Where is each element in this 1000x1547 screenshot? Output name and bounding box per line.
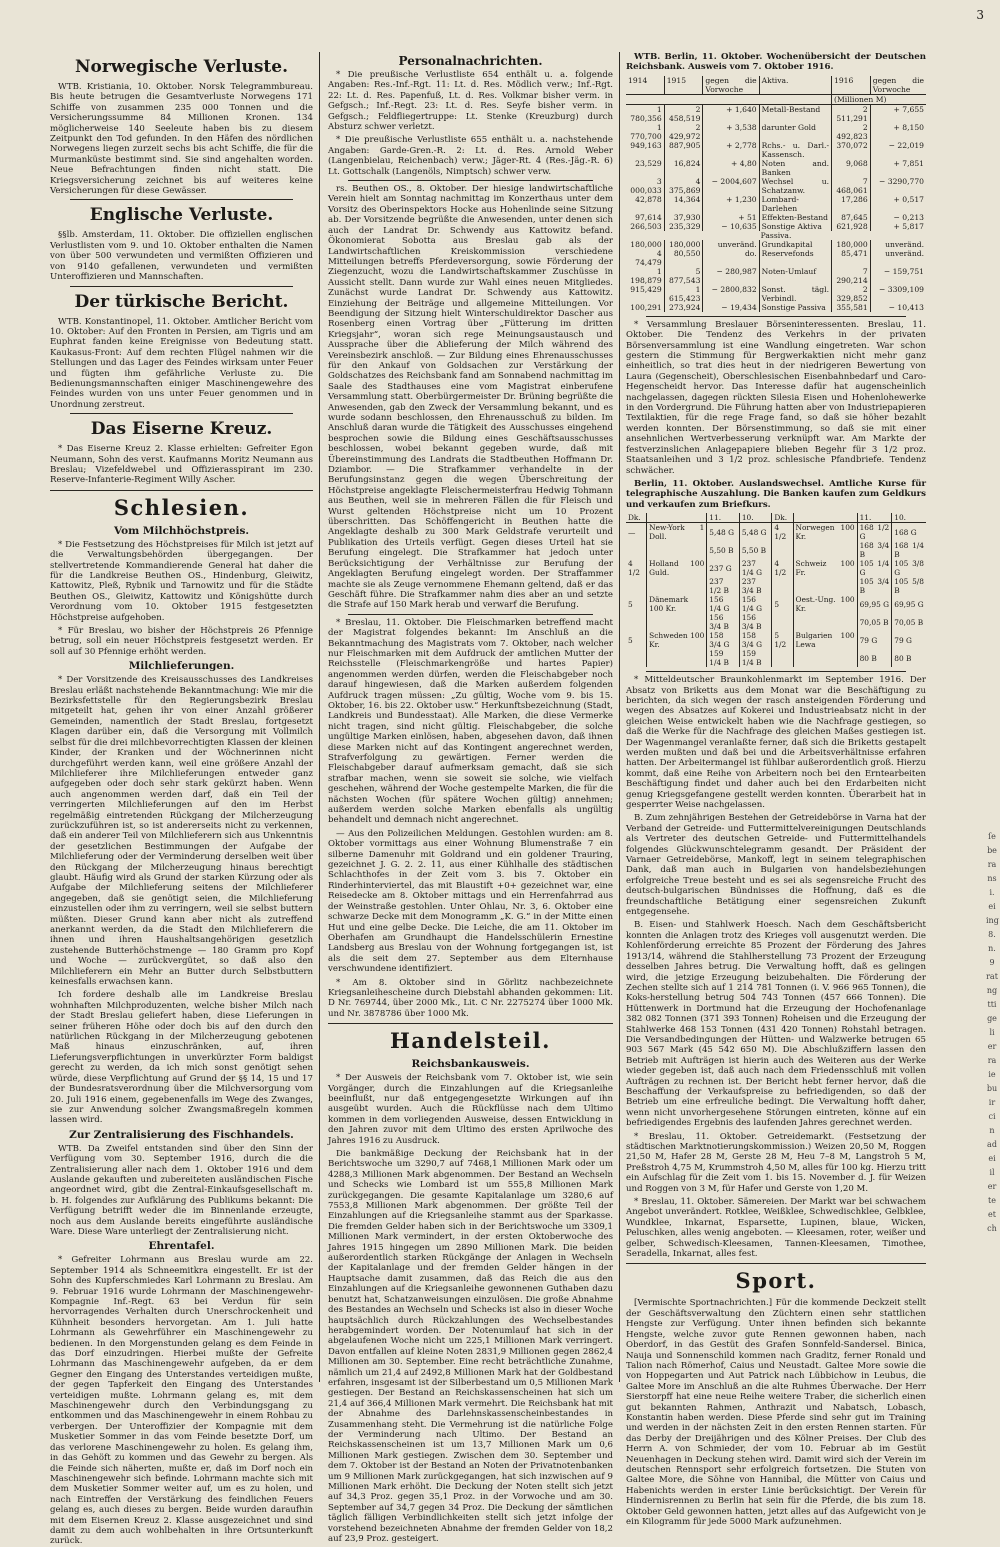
margin-fragment: ei — [988, 902, 996, 911]
reichsbank-aktiva-row-cell: + 2,778 — [703, 141, 759, 159]
fx-row-cell: Holland 100 Guld. — [647, 559, 707, 577]
reichsbank-aktiva-row-cell: 2 511,291 — [832, 104, 871, 123]
reichsbank-passiva-row-cell: Reservefonds — [759, 249, 831, 267]
margin-fragment: ch — [987, 1224, 997, 1233]
reichsbank-aktiva-row-cell: + 7,655 — [870, 104, 926, 123]
margin-fragment: ing — [986, 916, 999, 925]
reichsbank-aktiva-row-cell: 9,068 — [832, 159, 871, 177]
margin-fragment: ei — [988, 1154, 996, 1163]
margin-fragment: i. — [989, 888, 995, 897]
reichsbank-passiva-row — [626, 240, 926, 249]
fx-row-cell — [647, 613, 707, 631]
fx-row-cell — [626, 541, 647, 559]
reichsbank-aktiva-row — [626, 195, 926, 213]
reichsbank-passiva-row-cell: 2 329,852 — [832, 285, 871, 303]
reichsbank-passiva-row-cell: Sonst. tägl. Verbindl. — [759, 285, 831, 303]
article-breslau-meat: * Breslau, 11. Oktober. Die Fleischmarken betreffend macht der Magistrat folgendes bekannt: Im Anschluß an die Bekanntmachung des Magistrats vom 7. Oktober, nach welcher nur Fleischmarken mit dem Aufdruck der amtlichen Mutter der Reichsstelle (Fleischmarkengröße und hartes Papier) angenommen werden dürfen, werden die Fleischabgeber noch darauf hingewiesen, daß die Marken außerdem folgenden Aufdruck tragen müssen: „Zu gültig, Woche vom 9. bis 15. Oktober, 16. bis 22. Oktober usw.“ Herkunftsbezeichnung (Stadt, Landkreis und Bundesstaat). Alle Marken, die diese Vermerke nicht tragen, sind nicht gültig. Fleischabgeber, die solche ungültige Marken einlösen, haben, abgesehen davon, daß ihnen diese Marken nicht auf das Kontingent angerechnet werden, Strafverfolgung zu gewärtigen. Ferner werden die Fleischabgeber darauf aufmerksam gemacht, daß sie sich strafbar machen, wenn sie soweit sie solche, wie vielfach geschehen, während der Woche gestempelte Marken, die für die nächsten Wochen (für spätere Wochen gültig) annehmen; außerdem werden solche Marken ebenfalls als ungültig behandelt und demnach nicht angerechnet. — [328, 617, 613, 826]
fx-row-cell: 69,95 G — [857, 595, 892, 613]
heading-turkey: Der türkische Bericht. — [74, 291, 289, 312]
fx-row-cell: 105 1/4 G — [857, 559, 892, 577]
margin-fragment: ir — [988, 1098, 996, 1107]
reichsbank-passiva-row-cell: 5 877,543 — [664, 267, 703, 285]
article-seeds: * Breslau, 11. Oktober. Sämereien. Der Markt war bei schwachem Angebot unverändert. Rotklee, Weißklee, Schwedischklee, Gelbklee, Wundklee, Inkarnat, Esparsette, Lupinen, blaue, Wicken, Peluschken, alles wenig angeboten. — Kleesamen, roter, weißer und gelber, Schwedisch-Kleesamen, Tannen-Kleesamen, Timothee, Seradella, Inkarnat, alles fest. — [626, 1197, 926, 1260]
fx-row-cell: 159 1/4 B — [739, 649, 772, 667]
reichsbank-aktiva-row-cell: 16,824 — [664, 159, 703, 177]
fx-row-cell: Schweden 100 Kr. — [647, 631, 707, 649]
reichsbank-passiva-row-cell: − 19,434 — [703, 303, 759, 312]
divider — [348, 614, 593, 615]
fx-row — [626, 649, 926, 667]
reichsbank-aktiva-row-cell: 17,286 — [832, 195, 871, 213]
heading-honor: Ehrentafel. — [148, 1240, 215, 1253]
article-grain: * Breslau, 11. Oktober. Getreidemarkt. (Festsetzung der städtischen Marktnotierungskommission.) Weizen 20,50 M, Roggen 21,50 M, Hafer 28 M, Gerste 28 M, Heu 7–8 M, Langstroh 5 M, Preßstroh 4,75 M, Krummstroh 4,50 M, alles für 100 kg. Hierzu tritt ein Aufschlag für die Zeit vom 1. bis 15. November d. J. für Weizen und Roggen von 3 M, für Hafer und Gerste von 1,20 M. — [626, 1131, 926, 1194]
page-number: 3 — [976, 8, 984, 22]
reichsbank-passiva-row — [626, 249, 926, 267]
article-turkey: WTB. Konstantinopel, 11. Oktober. Amtlicher Bericht vom 10. Oktober: Auf den Fronten in Persien, am Tigris und am Euphrat fanden keine Ereignisse von Bedeutung statt. Kaukasus-Front: Auf dem rechten Flügel nahmen wir die Stellungen und das Lager des Feindes wirksam unter Feuer und fügten ihm gefährliche Verluste zu. Die Bedienungsmannschaften einiger Maschinengewehre des Feindes wurden von uns unter Feuer genommen und in Unordnung zerstreut. — [50, 316, 313, 410]
fx-row-cell: — — [628, 527, 636, 537]
reichsbank-aktiva-row-cell: 14,364 — [664, 195, 703, 213]
reichsbank-passiva-row-cell: 180,000 — [664, 240, 703, 249]
article-fish: WTB. Da Zweifel entstanden sind über den Sinn der Verfügung vom 30. September 1916, durch die die Zentralisierung aller nach dem 1. Oktober 1916 und dem Auslande gekauften und zubereiteten ausländischen Fische angeordnet wird, gibt die Zentral-Einkaufsgesellschaft m. b. H. folgendes zur Aufklärung des Publikums bekannt: Die Verfügung betrifft weder die im Binnenlande erzeugte, noch aus dem Auslande bereits eingeführte ausländische Ware. Diese Ware unterliegt der Zentralisierung nicht. — [50, 1143, 313, 1237]
divider — [328, 1023, 613, 1024]
divider — [646, 316, 906, 317]
reichsbank-aktiva-row-cell: 2 458,519 — [664, 104, 703, 123]
reichsbank-passiva-row — [626, 285, 926, 303]
divider — [348, 180, 593, 181]
reichsbank-passiva-row-cell: − 159,751 — [870, 267, 926, 285]
reichsbank-passiva-row-cell: 7 290,214 — [832, 267, 871, 285]
reichsbank-aktiva-row-cell: + 7,851 — [870, 159, 926, 177]
article-england: §§lb. Amsterdam, 11. Oktober. Die offiziellen englischen Verlustlisten vom 9. und 10. Oktober enthalten die Namen von über 500 verwundeten und vermißten Offizieren und von 9140 gefallenen, verwundeten und vermißten Unteroffizieren und Mannschaften. — [50, 230, 313, 283]
reichsbank-passiva-row-cell: 355,581 — [832, 303, 871, 312]
fx-row-cell: 105 3/8 G — [892, 559, 926, 577]
fx-row — [626, 541, 926, 559]
passiva-label: Passiva. — [760, 230, 792, 240]
column-2 — [328, 52, 613, 1545]
margin-fragment: ng — [986, 986, 998, 995]
reichsbank-aktiva-row-cell: 3 000,033 — [630, 176, 662, 195]
fx-row-cell: 168 1/2 G — [857, 523, 892, 542]
reichsbank-aktiva-row-cell: − 0,213 — [870, 213, 926, 222]
article-sport: [Vermischte Sportnachrichten.] Für die kommende Deckzeit stellt der Geschäftsverwaltung den Züchtern einen sehr stattlichen Hengste zur Verfügung. Unter ihnen befinden sich bekannte Hengste, welche zuvor gute Rennen gewonnen haben, nach Oberdorf, in das Gestüt des Grafen Sonnfeld-Sandersel. Binica, Nauja und Sonnenschild kommen nach Graditz, ferner Ronald und Talion nach Römerhof, Caius und Neustadt. Galtee More sowie die von Hoppegarten und Aut Patrick nach Lübbichow in Leubus, die Galtee More im Anschluß an die alte Ruhmes Überwache. Der Herr Sierstorpff hat eine neue Reihe weitere Traber, die sicherlich einen gut bekannten Rahmen, Anthrazit und Nabatsch, Lobasch, Konstantin haben werden. Diese Pferde sind sehr gut im Training und werden in der nächsten Zeit in den ersten Rennen starten. Für das Derby der Dreijährigen und des Kölner Preises. Der Club des Herrn A. von Schmieder, der vom 10. Februar ab im Gestüt Neuenhagen in Deckung stehen wird. Damit wird sich der Verein im deutschen Rennsport sehr erfolgreich fortsetzen. Die Stuten von Galtee More, die Söhne von Hannibal, die Mütter von Caius und Habenichts werden in erster Linie berücksichtigt. Der Verein für Hindernisrennen zu Berlin hat sein für die Pferde, die bis zum 18. Oktober Geld gewonnen hatten, jetzt alles auf das Aufgewicht von je ein Kilogramm für jede 5000 Mark aufzunehmen. — [626, 1298, 926, 1527]
reichsbank-aktiva-row-cell: 4 375,869 — [664, 177, 703, 195]
article-milk-price: * Die Festsetzung des Höchstpreises für Milch ist jetzt auf die Verwaltungsbehörden übergegangen. Der stellvertretende Kommandierende General hat daher die für die Landkreise Beuthen OS., Hindenburg, Gleiwitz, Kattowitz, Pleß, Rybnik und Tarnowitz und für die Städte Beuthen OS., Gleiwitz, Kattowitz und Königshütte durch Verordnung vom 10. Oktober 1915 festgesetzten Höchstpreise aufgehoben. — [50, 539, 313, 623]
margin-fragment: rat — [986, 972, 998, 981]
margin-fragment: 9 — [989, 958, 995, 967]
divider — [50, 490, 313, 491]
reichsbank-passiva-row-cell: Noten-Umlauf — [759, 267, 831, 285]
margin-fragment: bu — [986, 1084, 998, 1093]
fx-col-11: 11. — [707, 513, 740, 523]
fx-row-cell: 4 1/2 — [772, 559, 793, 577]
fx-row-cell — [626, 577, 647, 595]
reichsbank-aktiva-row-cell: + 1,230 — [703, 195, 759, 213]
reichsbank-aktiva-row — [626, 104, 926, 123]
reichsbank-aktiva-row-cell: 2 429,972 — [664, 123, 703, 141]
margin-fragment: 8. — [988, 930, 996, 939]
reichsbank-passiva-row-cell: 100,291 — [630, 302, 662, 312]
reichsbank-passiva-row-cell: 1 615,423 — [664, 285, 703, 303]
margin-fragment: et — [988, 1210, 996, 1219]
column-1 — [50, 52, 313, 1547]
margin-fragment: ns — [987, 874, 997, 883]
fx-row-cell: New-York 1 Doll. — [647, 523, 707, 542]
article-lottery: * Am 8. Oktober sind in Görlitz nachbezeichnete Kriegsanleihescheine durch Diebstahl abhanden gekommen: Lit. D Nr. 769744, über 2000 Mk., Lit. C Nr. 2275274 über 1000 Mk. und Nr. 3878786 über 1000 Mk. — [328, 977, 613, 1019]
reichsbank-passiva-row-cell: Grundkapital — [759, 240, 831, 249]
fx-row-cell: 70,05 B — [857, 613, 892, 631]
col-change-2: gegen die Vorwoche — [870, 76, 926, 95]
col-label: Aktiva. — [759, 76, 831, 95]
fx-row-cell: 5 — [772, 595, 793, 613]
fx-col-dk-2: Dk. — [772, 513, 793, 523]
margin-fragment: ra — [987, 1056, 997, 1065]
fx-row-cell: 237 G — [707, 559, 740, 577]
reichsbank-passiva-row-cell: 80,550 — [664, 249, 703, 267]
reichsbank-aktiva-row-cell: 97,614 — [635, 212, 662, 222]
margin-fragment: ci — [988, 1112, 996, 1121]
fx-row-cell — [772, 613, 793, 631]
margin-fragment: te — [988, 1196, 996, 1205]
reichsbank-aktiva-row-cell: + 5,817 — [870, 222, 926, 231]
reichsbank-aktiva-row-cell: 266,503 — [630, 221, 662, 231]
fx-row-cell: 156 1/4 G — [707, 595, 740, 613]
fx-col-10-2: 10. — [892, 513, 926, 523]
fx-row-cell: 156 3/4 B — [739, 613, 772, 631]
fx-row-cell: Schweiz 100 Fr. — [793, 559, 857, 577]
reichsbank-passiva-row — [626, 267, 926, 285]
fx-table — [626, 513, 926, 667]
reichsbank-aktiva-row-cell: 949,163 — [630, 140, 662, 150]
fx-row-cell — [626, 649, 647, 667]
col-1915: 1915 — [664, 76, 703, 95]
reichsbank-passiva-row-cell: − 280,987 — [703, 267, 759, 285]
fx-row-cell: 4 1/2 — [772, 523, 793, 542]
reichsbank-aktiva-row — [626, 123, 926, 141]
heading-trade: Handelsteil. — [390, 1028, 551, 1054]
reichsbank-aktiva-row-cell: − 10,635 — [703, 222, 759, 231]
reichsbank-passiva-row-cell: − 10,413 — [870, 303, 926, 312]
article-personal-2: * Die preußische Verlustliste 655 enthält u. a. nachstehende Angaben: Garde-Gren.-R. 2: Lt. d. Res. Arnold Weber (Langenbielau, Reichenbach) verw.; Jäger-Rt. 4 (Res.-Jäg.-R. 6) Lt. Gottschalk (Langenöls, Nimptsch) schwer verw. — [328, 135, 613, 177]
fx-row — [626, 559, 926, 577]
fx-row-cell — [647, 577, 707, 595]
reichsbank-aktiva-row-cell: Noten and. Banken — [759, 159, 831, 177]
fx-row-cell: 80 B — [857, 649, 892, 667]
article-milk-supply: * Der Vorsitzende des Kreisausschusses des Landkreises Breslau erläßt nachstehende Bekanntmachung: Wie mir die Bezirksfettstelle für den Regierungsbezirk Breslau mitgeteilt hat, gehen ihr von einer Anzahl größerer Gemeinden, namentlich der Stadt Breslau, fortgesetzt Klagen darüber ein, daß die Versorgung mit Vollmilch selbst für die drei milchbevorrechtigten Klassen der kleinen Kinder, der Kranken und der Wöchnerinnen nicht durchgeführt werden kann, weil eine größere Anzahl der Milchlieferer ihre Milchlieferungen entweder ganz aufgegeben oder doch sehr stark gekürzt haben. Wenn auch angenommen werden darf, daß ein Teil der verringerten Milchlieferungen auf den im Herbst regelmäßig eintretenden Rückgang der Milcherzeugung zurückzuführen ist, so ist andererseits nicht zu verkennen, daß ein anderer Teil von Milchlieferern sich aus Unkenntnis der gesetzlichen Bestimmungen der Aufgabe der Milchlieferung oder der Verminderung derselben weit über den Rückgang der Milcherzeugung hinaus berechtigt glaubt. Häufig wird als Grund der starken Kürzung oder als Aufgabe der Milchlieferung seitens der Milchlieferer angegeben, daß sie genötigt seien, die Milchlieferung einzustellen oder ihm zu verringern, weil sie selbst buttern müßten. Dieser Grund kann aber nicht als zutreffend anerkannt werden, da die Stadt den Milchlieferern die ihnen und ihren Haushaltsangehörigen gesetzlich zustehende Butterhöchstmenge — 180 Gramm pro Kopf und Woche — zurückvergütet, so daß also den Milchlieferern ein Mehr an Butter durch Selbstbuttern keinesfalls erwachsen kann. — [50, 675, 313, 988]
reichsbank-passiva-row-cell: 273,924 — [664, 303, 703, 312]
reichsbank-aktiva-row-cell: 370,072 — [832, 141, 871, 159]
fx-row-cell: 237 1/4 G — [739, 559, 772, 577]
reichsbank-passiva-row-cell: 915,429 — [630, 284, 662, 294]
margin-fragment: er — [987, 1182, 997, 1191]
article-coal: * Mitteldeutscher Braunkohlenmarkt im September 1916. Der Absatz von Briketts aus dem Monat war die Beschäftigung zu berichten, da sich wegen der rasch ansteigenden Förderung und wegen des Absatzes auf Kokerei und Industrieabsatz nicht in der gleichen Weise entwickelt haben wie die Nachfrage gestiegen, so daß die Werke für die Nachfrage des gleichen Maßes gestiegen ist. Der Wagenmangel veranlaßte ferner, daß sich die Briketts gestapelt werden mußten und daß bei und die Arbeitsverhältnisse erfahren hatten. Der Arbeitermangel ist fühlbar außerordentlich groß. Hierzu kommt, daß eine Reihe von Arbeitern noch bei den Erntearbeiten Beschäftigung findet und daher auch bei den Erdarbeiten nicht genug Kriegsgefangene gestellt werden konnten. Überarbeit hat in gesperrter Weise nachgelassen. — [626, 675, 926, 810]
fx-row-cell: 159 1/4 B — [707, 649, 740, 667]
article-milk-supply-2: Ich fordere deshalb alle im Landkreise Breslau wohnhaften Milchproduzenten, welche bisher Milch nach der Stadt Breslau geliefert haben, diese Lieferungen in seiner früheren Höhe oder doch bis auf den durch den natürlichen Rückgang in der Milcherzeugung gebotenen Maß hinaus einzuschränken, auf, ihren Lieferungsverpflichtungen in unverkürzter Form baldigst gerecht zu werden, da ich mich sonst genötigt sehen würde, diese Verpflichtung auf Grund der §§ 14, 15 und 17 der Bundesratsverordnung über die Milchversorgung vom 20. Juli 1916 einem, gegebenenfalls im Wege des Zwanges, sie zur Anwendung solcher Zwangsmaßregeln kommen lassen wird. — [50, 990, 313, 1126]
reichsbank-aktiva-row-cell: 621,928 — [832, 222, 871, 231]
reichsbank-aktiva-row-cell: − 22,019 — [870, 141, 926, 159]
fx-row-cell: 5 — [628, 599, 633, 609]
fx-row-cell: 5,50 B — [739, 541, 772, 559]
fx-row-cell: 158 3/4 G — [707, 631, 740, 649]
column-3 — [626, 52, 926, 1527]
heading-england: Englische Verluste. — [89, 205, 274, 226]
fx-row — [626, 595, 926, 613]
article-honor: * Gefreiter Lohrmann aus Breslau wurde am 22. September 1914 als Schneemitkra eingestellt. Er ist der Sohn des Kupferschmiedes Karl Lohrmann zu Breslau. Am 9. Februar 1916 wurde Lohrmann der Maschinengewehr-Kompagnie Inf.-Regt. 63 bei Verdun für sein hervorragendes Verhalten durch Unerschrockenheit und Kühnheit besonders hervorgetan. Am 1. Juli hatte Lohrmann als Gewehrführer ein Maschinengewehr zu bedienen. In den Morgenstunden gelang es dem Feinde in das Dorf einzudringen. Hierbei mußte der Gefreite Lohrmann das Maschinengewehr aufgeben, da er dem Gegner den Eingang des Unterstandes verteidigen mußte, der gegen Tapferkeit den Eingang des Unterstandes verteidigen mußte. Lohrmann gelang es, mit dem Maschinengewehr durch den Verbindungsgang zu entkommen und das Maschinengewehr in einem Rohbau zu verbergen. Der Unteroffizier der Kompagnie mit dem Musketier Sommer in das vom Feinde besetzte Dorf, um das verlorene Maschinengewehr zu holen. Es gelang ihm, in das Gehöft zu kommen und das Gewehr zu bergen. Als die Feinde sich näherten, mußte er, daß im Dorf noch ein Maschinengewehr sich befinde. Lohrmann machte sich mit dem Musketier Sommer weiter auf, um es zu holen, und nach Eintreffen der Verstärkung des feindlichen Feuers gelang es, auch dieses zu bergen. Beide wurden daraufhin mit dem Eisernen Kreuz 2. Klasse ausgezeichnet und sind damit zu dem auch wohlbehalten in ihre Ortsunterkunft zurück. — [50, 1255, 313, 1547]
reichsbank-aktiva-row-cell: 887,905 — [664, 141, 703, 159]
fx-row-cell: Bulgarien 100 Lewa — [793, 631, 857, 649]
reichsbank-aktiva-row-cell: Rchs.- u. Darl.-Kassensch. — [759, 141, 831, 159]
reichsbank-passiva-row-cell: 180,000 — [832, 240, 871, 249]
heading-milk-supply: Milchlieferungen. — [128, 660, 235, 673]
col-change-1: gegen die Vorwoche — [703, 76, 759, 95]
fx-row-cell — [793, 577, 857, 595]
units-label: (Millionen M) — [832, 94, 926, 104]
heading-milk-price: Vom Milchhöchstpreis. — [113, 524, 250, 537]
fx-row-cell: Oest.-Ung. 100 Kr. — [793, 595, 857, 613]
reichsbank-passiva-row-cell: 1 198,879 — [630, 266, 662, 285]
margin-fragment: ſe — [988, 832, 996, 841]
margin-fragment: be — [987, 846, 997, 855]
fx-row-cell: 105 5/8 B — [892, 577, 926, 595]
article-hoesch: B. Eisen- und Stahlwerk Hoesch. Nach dem Geschäftsbericht konnten die Anlagen trotz des Krieges voll ausgenutzt werden. Die Kohlenförderung erreichte 85 Prozent der Förderung des Jahres 1913/14, während die Stahlherstellung 73 Prozent der Erzeugung desselben Jahres betrug. Die Verwaltung hofft, daß es gelingen wird, die jetzige Erzeugung beizubehalten. Die Förderung der Zechen stellte sich auf 1 214 781 Tonnen (i. V. 966 965 Tonnen), die Koks-herstellung betrug 504 743 Tonnen (457 666 Tonnen). Die Hüttenwerk in Dortmund hat die Erzeugung der Hochofenanlage 382 082 Tonnen (371 393 Tonnen) Roheisen und die Erzeugung der Stahlwerke 468 153 Tonnen (431 420 Tonnen) Rohstahl betragen. Die Versandbedingungen der Hütten- und Walzwerke betrugen 65 903 567 Mark (45 542 650 M). Die Abschlußziffern lassen den Betrieb mit Aufträgen ist hierin auch des Weiteren aus der Werke wieder gegeben ist, daß auch nach dem Friedensschluß mit vollen Aufträgen zu rechnen ist. Der Bericht hebt ferner hervor, daß die Beschaffung der Verkaufspreise zu befriedigenden, so daß der Betrieb um eine erfreuliche bedingt. Die Verwaltung hofft daher, wenn nicht unvorhergesehene Störungen eintreten, könne auf ein befriedigendes Ergebnis des laufenden Jahres gerechnet werden. — [626, 920, 926, 1129]
fx-row-cell: 5,48 G — [707, 523, 740, 542]
reichsbank-aktiva-row-cell: 235,329 — [664, 222, 703, 231]
margin-fragment: n — [989, 1126, 995, 1135]
fx-row-cell: 4 1/2 — [628, 559, 640, 578]
reichsbank-aktiva-row — [626, 141, 926, 159]
divider — [70, 413, 293, 414]
article-reichsbank-2: Die bankmäßige Deckung der Reichsbank hat in der Berichtswoche um 3290,7 auf 7468,1 Millionen Mark oder um 4288,3 Millionen Mark abgenommen. Der Bestand an Wechseln und Schecks wie Lombard ist um 555,8 Millionen Mark zurückgegangen. Die gesamte Kapitalanlage um 3280,6 auf 7553,8 Millionen Mark abgenommen. Der größte Teil der Einzahlungen auf die Kriegsanleihe stammt aus der Sparkasse. Die fremden Gelder haben sich in der Berichtswoche um 3309,1 Millionen Mark vermindert, in der ersten Oktoberwoche des Jahres 1915 hingegen um 2890 Millionen Mark. Die beiden außerordentlich starken Rückgänge der Anlagen in Wechseln der Kapitalanlage und der fremden Gelder hängen in der Hauptsache damit zusammen, daß das Reich die aus den Einzahlungen auf die Kriegsanleihe gewonnenen Guthaben dazu benutzt hat, Schatzanweisungen einzulösen. Die große Abnahme des Bestandes an Wechseln und Schecks ist also in dieser Woche hauptsächlich durch Rückzahlungen des Wechselbestandes herabgemindert worden. Der Notenumlauf hat sich in der abgelaufenen Woche nicht um 225,1 Millionen Mark verringert. Davon entfallen auf kleine Noten 2831,9 Millionen gegen 2862,4 Millionen am 30. September. Eine recht beträchtliche Zunahme, nämlich um 21,4 auf 2492,8 Millionen Mark hat der Goldbestand erfahren, insgesamt ist der Silberbestand um 0,5 Millionen Mark gestiegen. Der Bestand an Reichskassenscheinen hat sich um 21,4 auf 366,4 Millionen Mark vermehrt. Die Reichsbank hat mit der Abnahme des Darlehnskassenscheinbestandes in Zusammenhang steht. Die Vermehrung ist die natürliche Folge der Verminderung nach Ultimo. Der Bestand an Reichskassenscheinen ist um 13,7 Millionen Mark um 0,6 Millionen Mark gestiegen. Zwischen dem 30. September und dem 7. Oktober ist der Bestand an Noten der Privatnotenbanken um 9 Millionen Mark zurückgegangen, hat sich inzwischen auf 9 Millionen Mark erhöht. Die Deckung der Noten stellt sich jetzt auf 34,3 Proz. gegen 35,1 Proz. in der Vorwoche und am 30. September auf 34,7 gegen 34 Proz. Die Deckung der sämtlichen täglich fälligen Verbindlichkeiten stellt sich jetzt infolge der vorstehend bezeichneten Abnahme der fremden Gelder von 18,2 auf 23,9 Proz. gesteigert. — [328, 1149, 613, 1545]
article-norway: WTB. Kristiania, 10. Oktober. Norsk Telegrammbureau. Bis heute betrugen die Gesamtverluste Norwegens 171 Schiffe von zusammen 235 000 Tonnen und die Versicherungssumme 84 Millionen Kronen. 134 möglicherweise 140 Seeleute haben bis zu diesem Zeitpunkt den Tod gefunden. In den Häfen des nördlichen Norwegens liegen zurzeit sechs bis acht Schiffe, die für die Murmanküste bestimmt sind. Sie sind angehalten worden. Neue Befrachtungen finden nicht statt. Die Kriegsversicherung zeichnet bis auf weiteres keine Versicherungen für diese Gewässer. — [50, 82, 313, 197]
margin-fragment: n. — [988, 944, 996, 953]
reichsbank-aktiva-row-cell: + 1,640 — [703, 104, 759, 123]
reichsbank-aktiva-row-cell: Wechsel u. Schatzanw. — [759, 177, 831, 195]
reichsbank-aktiva-row-cell: + 0,517 — [870, 195, 926, 213]
margin-fragment: il — [989, 1168, 995, 1177]
heading-personal: Personalnachrichten. — [398, 54, 543, 68]
fx-row-cell: 237 1/2 B — [707, 577, 740, 595]
fx-col-10: 10. — [739, 513, 772, 523]
margin-fragment: tti — [987, 1000, 997, 1009]
margin-fragment: li — [989, 1028, 995, 1037]
divider — [626, 1263, 926, 1264]
margin-fragment: ra — [987, 860, 997, 869]
fx-row-cell — [647, 541, 707, 559]
divider — [70, 199, 293, 200]
article-reichsbank: * Der Ausweis der Reichsbank vom 7. Oktober ist, wie sein Vorgänger, durch die Einzahlungen auf die Kriegsanleihe beeinflußt, nur daß entgegengesetzte Wirkungen auf ihn ausgeübt wurden. Auch die Rückflüsse nach dem Ultimo kommen in dem vorliegenden Ausweise, dessen Entwicklung in den Jahren zuvor mit dem Ultimo des ersten Aprilwoche des Jahres 1916 zu Ausdruck. — [328, 1073, 613, 1146]
heading-reichsbank: Reichsbankausweis. — [411, 1058, 530, 1071]
fx-row-cell: 5,48 G — [739, 523, 772, 542]
reichsbank-passiva-row-cell: unveränd. — [870, 249, 926, 267]
reichsbank-aktiva-row — [626, 222, 926, 231]
article-bourse: * Versammlung Breslauer Börseninteressenten. Breslau, 11. Oktober. Die Tendenz des Verkehrs in der privaten Börsenversammlung ist eine Wandlung eingetreten. War schon gestern die Stimmung für Bergwerkaktien nicht mehr ganz einheitlich, so trat dies heut in der niedrigeren Bewertung von Laura (Gegenscheit), Oberschlesischen Eisenbahnbedarf und Caro-Hegenscheidt hervor. Das Interesse dafür hat augenscheinlich nachgelassen, dagegen rückten Silesia Eisen und Hohenlohewerke in den Vordergrund. Die Führung hatten aber von Industriepapieren Textilaktien, für die rege Frage fand, so daß sie höher bezahlt werden konnten. Der Börsenstimmung, so daß sie mit einer ansehnlichen Wertverbesserung verknüpft war. Am Markte der festverzinslichen Anlagepapiere blieben Begehr für 3 1/2 proz. Staatsanleihen und 3 1/2 proz. schlesische Pfandbriefe. Tendenz schwächer. — [626, 319, 926, 476]
divider — [646, 671, 906, 672]
fx-row-cell — [647, 649, 707, 667]
fx-row-cell: 168 1/4 B — [892, 541, 926, 559]
reichsbank-passiva-row-cell: Sonstige Passiva — [759, 303, 831, 312]
margin-fragment: ie — [988, 1070, 996, 1079]
heading-iron-cross: Das Eiserne Kreuz. — [90, 419, 273, 440]
article-personal: * Die preußische Verlustliste 654 enthält u. a. folgende Angaben: Res.-Inf.-Rgt. 11: Lt. d. Res. Mödlich verw.; Inf.-Rgt. 22: Lt. d. Res. Papenfuß, Lt. d. Res. Volkmar bisher verm. in Gefgsch.; Inf.-Regt. 23: Lt. d. Res. Seyfe bisher verm. in Gefgsch.; Feldfliegertruppe: Lt. Stenke (Kreuzburg) durch Absturz schwer verletzt. — [328, 70, 613, 133]
fx-row-cell: 5 1/2 — [772, 631, 793, 649]
fx-row-cell: 156 3/4 B — [707, 613, 740, 631]
fx-row-cell — [772, 649, 793, 667]
reichsbank-passiva-row-cell: − 3309,109 — [870, 285, 926, 303]
reichsbank-aktiva-row-cell: Effekten-Bestand — [759, 213, 831, 222]
fx-col-11-2: 11. — [857, 513, 892, 523]
reichsbank-aktiva-row-cell: − 3290,770 — [870, 177, 926, 195]
reichsbank-aktiva-row-cell: Lombard-Darlehen — [759, 195, 831, 213]
margin-fragments — [986, 830, 998, 1236]
reichsbank-aktiva-row — [626, 213, 926, 222]
reichsbank-passiva-row — [626, 303, 926, 312]
reichsbank-passiva-row-cell: 180,000 — [630, 239, 662, 249]
reichsbank-passiva-row-cell: do. — [703, 249, 759, 267]
fx-row-cell — [772, 541, 793, 559]
reichsbank-aktiva-row-cell: Metall-Bestand — [759, 104, 831, 123]
column-rule-1 — [319, 52, 320, 1382]
heading-sport: Sport. — [735, 1268, 817, 1294]
reichsbank-aktiva-row-cell: 1 770,700 — [630, 122, 662, 141]
margin-fragment: ge — [987, 1014, 997, 1023]
fx-row-cell: 156 1/4 G — [739, 595, 772, 613]
col-1916: 1916 — [832, 76, 871, 95]
fx-row-cell — [793, 541, 857, 559]
reichsbank-aktiva-row-cell: 23,529 — [635, 158, 662, 168]
reichsbank-aktiva-row-cell: Sonstige Aktiva — [759, 222, 831, 231]
fx-row-cell: 237 3/4 B — [739, 577, 772, 595]
reichsbank-aktiva-row-cell: − 2004,607 — [703, 177, 759, 195]
weekly-header: WTB. Berlin, 11. Oktober. Wochenübersicht der Deutschen Reichsbank. Ausweis vom 7. Oktober 1916. — [626, 52, 926, 73]
fx-row-cell: 158 3/4 G — [739, 631, 772, 649]
reichsbank-aktiva-row-cell: + 4,80 — [703, 159, 759, 177]
fx-row — [626, 631, 926, 649]
reichsbank-aktiva-row-cell: 7 468,061 — [832, 177, 871, 195]
article-varna: B. Zum zehnjährigen Bestehen der Getreidebörse in Varna hat der Verband der Getreide- und Futtermittelvereinigungen Deutschlands als Vertreter des deutschen Getreide- und Futtermittelhandels folgendes Glückwunschtelegramm gesandt. Der Präsident der Varnaer Getreidebörse, Mankoff, legt in seinem telegraphischen Dank, daß man auch in Bulgarien von handelsbeziehungen erfolgreiche Treue besteht und es sei als segensreiche Frucht des deutsch-bulgarischen Bündnisses die Hoffnung, daß es die freundschaftliche Betätigung einer segensreichen Zukunft entgegensehe. — [626, 813, 926, 918]
heading-silesia: Schlesien. — [113, 494, 250, 520]
fx-row-cell: 79 G — [892, 631, 926, 649]
fx-row-cell: Norwegen 100 Kr. — [793, 523, 857, 542]
fx-row-cell: 168 G — [892, 523, 926, 542]
fx-row-cell: 5,50 B — [707, 541, 740, 559]
fx-row-cell — [793, 649, 857, 667]
fx-row — [626, 523, 926, 542]
reichsbank-aktiva-row-cell: darunter Gold — [759, 123, 831, 141]
article-beuthen: rs. Beuthen OS., 8. Oktober. Der hiesige landwirtschaftliche Verein hielt am Sonntag nachmittag im Konzerthaus unter dem Vorsitz des Oberinspektors Hocke aus Hohenlinde seine Sitzung ab. Der Vorsitzende begrüßte die Anwesenden, unter denen sich auch der Landrat Dr. Schwendy aus Kattowitz befand. Ökonomierat Sobotta aus Breslau gab als der Landwirtschaftlichen Kreiskommission verschiedene Mitteilungen betreffs Pferdeversorgung, sowie Förderung der Ziegenzucht, wozu die Landwirtschaftskammer Zuschüsse in Aussicht stellt. Dann wurde zur Wahl eines neuen Mitgliedes. Zunächst wurde Landrat Dr. Schwendy aus Kattowitz. Einziehung der Beiträge und allgemeine Mitteilungen. Vor Beendigung der Sitzung hielt Winterschuldirektor Dascher aus Rosenberg einen Vortrag über „Fütterung im dritten Kriegsjahr“, woran sich rege Meinungsaustausch und Aussprache über die Ablieferung der Milch während des Vereinsbezirk anschloß. — Zur Bildung eines Ehrenausschusses für den Ankauf von Goldsachen zur Verstärkung der Goldschatzes des Reichsbank fand am Sonnabend nachmittag im Saale des Stadthauses eine vom Magistrat einberufene Versammlung statt. Oberbürgermeister Dr. Brüning begrüßte die Anwesenden, gab den Zweck der Versammlung bekannt, und es wurde sodann beschlossen, den Ehrenausschuß zu bilden. Im Anschluß daran wurde die Tätigkeit des Ausschusses eingehend besprochen sowie die Bildung eines Geschäftsausschusses beschlossen, wobei bekannt gegeben wurde, daß mit Übereinstimmung des Landrats die Stadtbeuthen Hoffmann Dr. Dziambor. — Die Strafkammer verhandelte in der Berufungsinstanz gegen die wegen Überschreitung der Höchstpreise angeklagte Fleischermeisterfrau Hedwig Tohmann aus Beuthen, weil sie in mehreren Fällen die für Fleisch und Wurst geltenden Höchstpreise nicht um 10 Prozent überschritten. Das Schöffengericht in Beuthen hatte die Angeklagte deshalb zu 300 Mark Geldstrafe verurteilt und Publikation des Urteils verfügt. Gegen dieses Urteil hat sie Berufung eingelegt. Die Strafkammer hat jedoch unter Berücksichtigung der Verhältnisse zur Berufung der Angeklagten Berufung eingelegt worden. Der Straffammer machte sie als Zeuge vernommene Ehemann geltend, daß er das Geschäft führe. Die Strafkammer nahm dies aber an und setzte die Strafe auf 150 Mark herab und verwarf die Berufung. — [328, 184, 613, 611]
reichsbank-aktiva-row-cell: 37,930 — [664, 213, 703, 222]
fx-row-cell: 70,05 B — [892, 613, 926, 631]
fx-row-cell: Dänemark 100 Kr. — [647, 595, 707, 613]
margin-fragment: er — [987, 1042, 997, 1051]
reichsbank-aktiva-row-cell: 87,645 — [832, 213, 871, 222]
fx-header: Berlin, 11. Oktober. Auslandswechsel. Amtliche Kurse für telegraphische Auszahlung. Die Banken kaufen zum Geldkurs und verkaufen zum Briefkurs. — [626, 478, 926, 510]
fx-row-cell — [772, 577, 793, 595]
reichsbank-passiva-row-cell: 4 74,479 — [635, 248, 662, 267]
col-1914: 1914 — [626, 76, 664, 95]
fx-row-cell — [793, 613, 857, 631]
article-milk-price-2: * Für Breslau, wo bisher der Höchstpreis 26 Pfennige betrug, soll ein neuer Höchstpreis festgesetzt werden. Er soll auf 30 Pfennige erhöht werden. — [50, 626, 313, 657]
fx-row-cell: 168 3/4 B — [857, 541, 892, 559]
article-police: — Aus den Polizeilichen Meldungen. Gestohlen wurden: am 8. Oktober vormittags aus einer Wohnung Blumenstraße 7 ein silberne Damenuhr mit Goldrand und ein goldener Trauring, gezeichnet J. G. 2. 2. 11, aus einer Kühlhalle des städtischen Schlachthofes in der Zeit vom 3. bis 7. Oktober ein Rinderhinterviertel, das mit Blaustift +0+ gezeichnet war, eine Reisedecke am 8. Oktober mittags und ein Herrenfahrrad aus der Weinstraße gestohlen. Unter Ohlau, Nr. 3, 6. Oktober eine schwarze Decke mit dem Monogramm „K. G.“ in der Mitte einen Hut und eine gelbe Decke. Die Leiche, die am 11. Oktober im Oberhafen am Grundhaupt die Handelsschülerin Ernestine Landsberg aus Breslau von der Wohnung fortgegangen ist, ist als die seit dem 27. September aus dem Elternhause verschwundene identifiziert. — [328, 828, 613, 975]
reichsbank-aktiva-row — [626, 159, 926, 177]
column-rule-2 — [619, 52, 620, 1382]
reichsbank-aktiva-row-cell: + 3,538 — [703, 123, 759, 141]
reichsbank-passiva-row-cell: 85,471 — [832, 249, 871, 267]
fx-row — [626, 613, 926, 631]
fx-row-cell: 79 G — [857, 631, 892, 649]
reichsbank-table — [626, 76, 926, 312]
reichsbank-aktiva-row-cell: + 51 — [703, 213, 759, 222]
fx-row — [626, 577, 926, 595]
reichsbank-passiva-row-cell: unveränd. — [703, 240, 759, 249]
fx-row-cell: 80 B — [892, 649, 926, 667]
reichsbank-aktiva-row-cell: 2 492,823 — [832, 123, 871, 141]
divider — [70, 286, 293, 287]
reichsbank-aktiva-row-cell: 1 780,356 — [630, 104, 662, 123]
reichsbank-aktiva-row-cell: + 8,150 — [870, 123, 926, 141]
reichsbank-aktiva-row — [626, 177, 926, 195]
reichsbank-aktiva-row-cell: 42,878 — [635, 194, 662, 204]
heading-fish: Zur Zentralisierung des Fischhandels. — [69, 1128, 294, 1141]
reichsbank-passiva-row-cell: − 2800,832 — [703, 285, 759, 303]
fx-col-dk: Dk. — [626, 513, 647, 523]
heading-norway: Norwegische Verluste. — [74, 57, 289, 77]
fx-row-cell: 5 — [628, 635, 633, 645]
reichsbank-passiva-row-cell: unveränd. — [870, 240, 926, 249]
fx-row-cell — [626, 613, 647, 631]
margin-fragment: ad — [987, 1140, 997, 1149]
article-iron-cross: * Das Eiserne Kreuz 2. Klasse erhielten: Gefreiter Egon Neumann, Sohn des verst. Kaufmanns Moritz Neumann aus Breslau; Vizefeldwebel und Offizierasspirant im 230. Reserve-Infanterie-Regiment Willy Ascher. — [50, 444, 313, 486]
fx-row-cell: 69,95 G — [892, 595, 926, 613]
fx-row-cell: 105 3/4 B — [857, 577, 892, 595]
